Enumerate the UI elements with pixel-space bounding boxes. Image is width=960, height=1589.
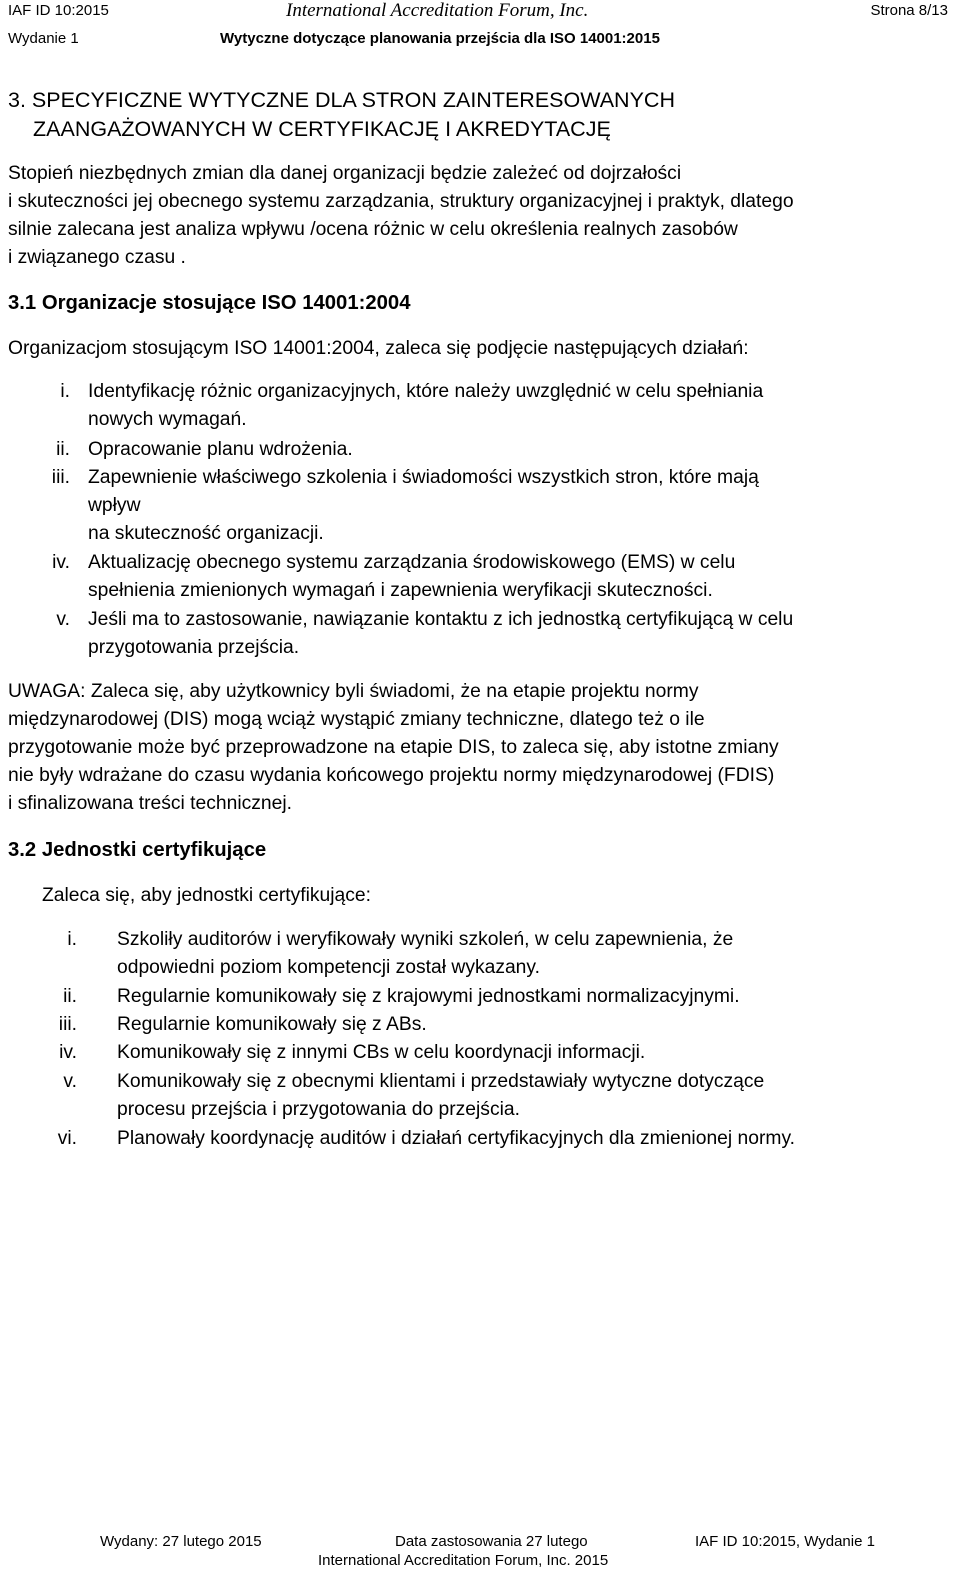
header-doc-id: IAF ID 10:2015 (8, 2, 109, 19)
list-item-number: v. (63, 1071, 77, 1092)
list-item-number: ii. (56, 439, 70, 460)
header-edition: Wydanie 1 (8, 30, 79, 47)
list-item-text: Zapewnienie właściwego szkolenia i świadomości wszystkich stron, które mają (88, 467, 759, 488)
list-item-text: Identyfikację różnic organizacyjnych, które należy uwzględnić w celu spełniania (88, 381, 764, 402)
section-3-title-line-1: 3. SPECYFICZNE WYTYCZNE DLA STRON ZAINTERESOWANYCH (8, 88, 675, 112)
list-item-number: i. (67, 929, 77, 950)
list-item-number: iii. (58, 1014, 77, 1035)
list-item-number: iv. (52, 552, 70, 573)
list-item-number: v. (56, 609, 70, 630)
page-header (0, 0, 960, 64)
list-item-text: Opracowanie planu wdrożenia. (88, 439, 353, 460)
header-page-number: Strona 8/13 (870, 2, 948, 19)
list-item-text: na skuteczność organizacji. (88, 523, 324, 544)
list-item-text: Jeśli ma to zastosowanie, nawiązanie kontaktu z ich jednostką certyfikującą w celu (88, 609, 794, 630)
note-line: i sfinalizowana treści technicznej. (8, 793, 292, 814)
section-3-2-heading: 3.2 Jednostki certyfikujące (8, 839, 267, 861)
header-organization: International Accreditation Forum, Inc. (286, 0, 589, 21)
section-3-paragraph-line: Stopień niezbędnych zmian dla danej organizacji będzie zależeć od dojrzałości (8, 163, 682, 184)
list-item-number: ii. (63, 986, 77, 1007)
note-line: międzynarodowej (DIS) mogą wciąż wystąpić zmiany techniczne, dlatego też o ile (8, 709, 705, 730)
section-3-1-heading: 3.1 Organizacje stosujące ISO 14001:2004 (8, 292, 411, 314)
list-item-text: Szkoliły auditorów i weryfikowały wyniki szkoleń, w celu zapewnienia, że (117, 929, 734, 950)
list-item-text: wpływ (88, 495, 141, 516)
section-3-paragraph-line: silnie zalecana jest analiza wpływu /ocena różnic w celu określenia realnych zasobów (8, 219, 738, 240)
header-subtitle: Wytyczne dotyczące planowania przejścia dla ISO 14001:2015 (220, 30, 660, 47)
list-item-text: Regularnie komunikowały się z krajowymi jednostkami normalizacyjnymi. (117, 986, 740, 1007)
list-item-text: Regularnie komunikowały się z ABs. (117, 1014, 427, 1035)
list-item-text: Komunikowały się z obecnymi klientami i przedstawiały wytyczne dotyczące (117, 1071, 765, 1092)
footer-copyright: International Accreditation Forum, Inc. 2015 (318, 1552, 609, 1569)
footer-issued-date: Wydany: 27 lutego 2015 (100, 1533, 262, 1550)
section-3-paragraph-line: i skuteczności jej obecnego systemu zarządzania, struktury organizacyjnej i praktyk, dlatego (8, 191, 794, 212)
list-item-number: iv. (59, 1042, 77, 1063)
list-item-text: Aktualizację obecnego systemu zarządzania środowiskowego (EMS) w celu (88, 552, 736, 573)
note-line: nie były wdrażane do czasu wydania końcowego projektu normy międzynarodowej (FDIS) (8, 765, 775, 786)
section-3-title-line-2: ZAANGAŻOWANYCH W CERTYFIKACJĘ I AKREDYTACJĘ (33, 117, 611, 141)
section-3-paragraph-line: i związanego czasu . (8, 247, 186, 268)
list-item-text: procesu przejścia i przygotowania do przejścia. (117, 1099, 520, 1120)
section-3-2-lead: Zaleca się, aby jednostki certyfikujące: (42, 885, 372, 906)
note-line: przygotowanie może być przeprowadzone na etapie DIS, to zaleca się, aby istotne zmiany (8, 737, 779, 758)
footer-application-date: Data zastosowania 27 lutego (395, 1533, 588, 1550)
list-item-text: przygotowania przejścia. (88, 637, 300, 658)
list-item-number: vi. (57, 1128, 77, 1149)
list-item-text: Komunikowały się z innymi CBs w celu koordynacji informacji. (117, 1042, 646, 1063)
list-item-number: i. (60, 381, 70, 402)
footer-doc-id-edition: IAF ID 10:2015, Wydanie 1 (695, 1533, 875, 1550)
list-item-text: odpowiedni poziom kompetencji został wykazany. (117, 957, 540, 978)
list-item-text: spełnienia zmienionych wymagań i zapewnienia weryfikacji skuteczności. (88, 580, 713, 601)
header-divider (0, 58, 960, 64)
section-3-1-lead: Organizacjom stosującym ISO 14001:2004, zaleca się podjęcie następujących działań: (8, 338, 749, 359)
list-item-number: iii. (51, 467, 70, 488)
list-item-text: nowych wymagań. (88, 409, 247, 430)
note-line: UWAGA: Zaleca się, aby użytkownicy byli świadomi, że na etapie projektu normy (8, 681, 699, 702)
list-item-text: Planowały koordynację auditów i działań certyfikacyjnych dla zmienionej normy. (117, 1128, 796, 1149)
